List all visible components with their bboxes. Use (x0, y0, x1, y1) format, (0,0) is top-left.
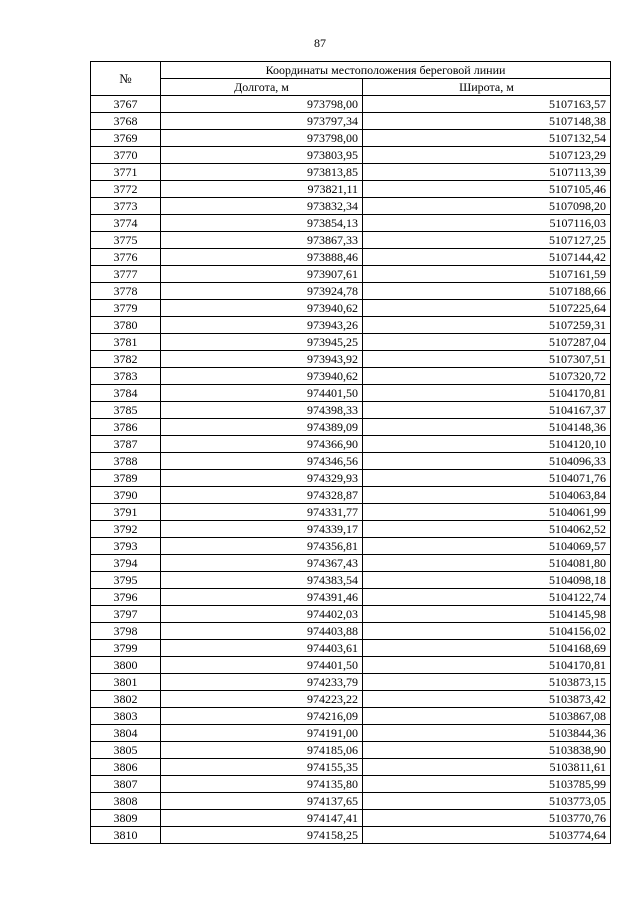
table-row (91, 215, 611, 232)
row-longitude: 974383,54 (161, 572, 363, 589)
row-latitude: 5103785,99 (363, 776, 611, 793)
row-latitude: 5104062,52 (363, 521, 611, 538)
table-row (91, 232, 611, 249)
row-longitude: 974401,50 (161, 657, 363, 674)
row-number: 3771 (91, 164, 161, 181)
row-longitude: 974158,25 (161, 827, 363, 844)
row-longitude: 973888,46 (161, 249, 363, 266)
header-row-columns (91, 79, 611, 96)
row-number: 3802 (91, 691, 161, 708)
row-latitude: 5104148,36 (363, 419, 611, 436)
table-row (91, 283, 611, 300)
row-longitude: 974403,61 (161, 640, 363, 657)
row-number: 3783 (91, 368, 161, 385)
row-longitude: 974398,33 (161, 402, 363, 419)
table-row (91, 249, 611, 266)
row-latitude: 5104168,69 (363, 640, 611, 657)
row-latitude: 5107320,72 (363, 368, 611, 385)
row-number: 3809 (91, 810, 161, 827)
row-number: 3786 (91, 419, 161, 436)
row-latitude: 5103773,05 (363, 793, 611, 810)
row-latitude: 5107287,04 (363, 334, 611, 351)
table-body (91, 96, 611, 844)
table-row (91, 147, 611, 164)
row-latitude: 5104098,18 (363, 572, 611, 589)
row-latitude: 5107098,20 (363, 198, 611, 215)
row-latitude: 5104170,81 (363, 657, 611, 674)
row-number: 3767 (91, 96, 161, 113)
row-latitude: 5103774,64 (363, 827, 611, 844)
table-row (91, 402, 611, 419)
table-row (91, 181, 611, 198)
table-row (91, 130, 611, 147)
row-number: 3792 (91, 521, 161, 538)
row-latitude: 5107132,54 (363, 130, 611, 147)
row-latitude: 5107163,57 (363, 96, 611, 113)
row-latitude: 5103844,36 (363, 725, 611, 742)
row-longitude: 973940,62 (161, 368, 363, 385)
row-number: 3787 (91, 436, 161, 453)
header-longitude: Долгота, м (161, 79, 363, 96)
table-row (91, 419, 611, 436)
table-row (91, 436, 611, 453)
row-longitude: 973813,85 (161, 164, 363, 181)
row-longitude: 974403,88 (161, 623, 363, 640)
row-number: 3776 (91, 249, 161, 266)
row-latitude: 5104170,81 (363, 385, 611, 402)
header-row-group (91, 62, 611, 79)
coordinates-table (90, 61, 611, 844)
row-longitude: 974137,65 (161, 793, 363, 810)
row-latitude: 5104069,57 (363, 538, 611, 555)
table-row (91, 657, 611, 674)
row-number: 3801 (91, 674, 161, 691)
table-row (91, 266, 611, 283)
row-number: 3785 (91, 402, 161, 419)
row-longitude: 974216,09 (161, 708, 363, 725)
row-number: 3795 (91, 572, 161, 589)
row-number: 3774 (91, 215, 161, 232)
row-number: 3805 (91, 742, 161, 759)
table-row (91, 113, 611, 130)
table-row (91, 521, 611, 538)
table-row (91, 572, 611, 589)
row-longitude: 974233,79 (161, 674, 363, 691)
row-longitude: 974223,22 (161, 691, 363, 708)
row-longitude: 973803,95 (161, 147, 363, 164)
row-longitude: 974328,87 (161, 487, 363, 504)
table-row (91, 504, 611, 521)
row-longitude: 974147,41 (161, 810, 363, 827)
table-row (91, 470, 611, 487)
row-longitude: 973907,61 (161, 266, 363, 283)
table-row (91, 793, 611, 810)
row-longitude: 973821,11 (161, 181, 363, 198)
row-number: 3782 (91, 351, 161, 368)
row-longitude: 974391,46 (161, 589, 363, 606)
row-number: 3799 (91, 640, 161, 657)
row-latitude: 5107259,31 (363, 317, 611, 334)
row-latitude: 5103811,61 (363, 759, 611, 776)
row-number: 3807 (91, 776, 161, 793)
table-row (91, 776, 611, 793)
table-row (91, 453, 611, 470)
row-number: 3772 (91, 181, 161, 198)
table-header (91, 62, 611, 96)
table-row (91, 487, 611, 504)
row-number: 3797 (91, 606, 161, 623)
row-longitude: 973798,00 (161, 130, 363, 147)
row-latitude: 5103770,76 (363, 810, 611, 827)
row-latitude: 5104156,02 (363, 623, 611, 640)
table-row (91, 827, 611, 844)
row-latitude: 5104063,84 (363, 487, 611, 504)
page-number: 87 (314, 36, 326, 50)
row-number: 3798 (91, 623, 161, 640)
table-row (91, 606, 611, 623)
row-number: 3769 (91, 130, 161, 147)
row-longitude: 973943,92 (161, 351, 363, 368)
row-longitude: 973940,62 (161, 300, 363, 317)
row-number: 3810 (91, 827, 161, 844)
table-row (91, 708, 611, 725)
row-number: 3770 (91, 147, 161, 164)
row-latitude: 5104120,10 (363, 436, 611, 453)
row-number: 3800 (91, 657, 161, 674)
row-latitude: 5104061,99 (363, 504, 611, 521)
table-row (91, 623, 611, 640)
header-number: № (91, 62, 161, 96)
row-latitude: 5104167,37 (363, 402, 611, 419)
row-latitude: 5103873,15 (363, 674, 611, 691)
row-number: 3806 (91, 759, 161, 776)
table-row (91, 674, 611, 691)
row-latitude: 5107144,42 (363, 249, 611, 266)
row-longitude: 974329,93 (161, 470, 363, 487)
row-longitude: 973867,33 (161, 232, 363, 249)
row-longitude: 974339,17 (161, 521, 363, 538)
row-longitude: 973854,13 (161, 215, 363, 232)
row-longitude: 974331,77 (161, 504, 363, 521)
row-longitude: 974367,43 (161, 555, 363, 572)
table-row (91, 334, 611, 351)
row-number: 3808 (91, 793, 161, 810)
table-row (91, 96, 611, 113)
row-longitude: 973943,26 (161, 317, 363, 334)
row-number: 3788 (91, 453, 161, 470)
row-number: 3773 (91, 198, 161, 215)
table-row (91, 759, 611, 776)
table-row (91, 691, 611, 708)
row-latitude: 5107161,59 (363, 266, 611, 283)
header-latitude: Широта, м (363, 79, 611, 96)
row-number: 3781 (91, 334, 161, 351)
row-latitude: 5107127,25 (363, 232, 611, 249)
table-row (91, 810, 611, 827)
table-row (91, 300, 611, 317)
row-longitude: 973798,00 (161, 96, 363, 113)
row-number: 3794 (91, 555, 161, 572)
row-latitude: 5104096,33 (363, 453, 611, 470)
table-row (91, 725, 611, 742)
row-longitude: 974346,56 (161, 453, 363, 470)
row-longitude: 974366,90 (161, 436, 363, 453)
row-number: 3777 (91, 266, 161, 283)
table-row (91, 640, 611, 657)
row-number: 3784 (91, 385, 161, 402)
table-row (91, 351, 611, 368)
row-longitude: 974356,81 (161, 538, 363, 555)
row-number: 3803 (91, 708, 161, 725)
table-row (91, 317, 611, 334)
table-row (91, 742, 611, 759)
row-longitude: 974401,50 (161, 385, 363, 402)
row-number: 3780 (91, 317, 161, 334)
row-latitude: 5103867,08 (363, 708, 611, 725)
row-latitude: 5104081,80 (363, 555, 611, 572)
row-latitude: 5107188,66 (363, 283, 611, 300)
row-number: 3790 (91, 487, 161, 504)
table-row (91, 589, 611, 606)
row-latitude: 5103838,90 (363, 742, 611, 759)
row-number: 3791 (91, 504, 161, 521)
row-longitude: 973945,25 (161, 334, 363, 351)
row-longitude: 974191,00 (161, 725, 363, 742)
header-coordinates-group: Координаты местоположения береговой линии (161, 62, 611, 79)
row-number: 3789 (91, 470, 161, 487)
row-longitude: 973924,78 (161, 283, 363, 300)
table-row (91, 385, 611, 402)
row-number: 3796 (91, 589, 161, 606)
row-longitude: 973832,34 (161, 198, 363, 215)
row-latitude: 5107105,46 (363, 181, 611, 198)
row-latitude: 5107225,64 (363, 300, 611, 317)
row-latitude: 5103873,42 (363, 691, 611, 708)
row-latitude: 5107113,39 (363, 164, 611, 181)
row-latitude: 5107307,51 (363, 351, 611, 368)
table-row (91, 538, 611, 555)
table-row (91, 368, 611, 385)
row-latitude: 5104122,74 (363, 589, 611, 606)
row-longitude: 974155,35 (161, 759, 363, 776)
row-longitude: 973797,34 (161, 113, 363, 130)
row-latitude: 5107123,29 (363, 147, 611, 164)
table-row (91, 555, 611, 572)
row-latitude: 5104071,76 (363, 470, 611, 487)
row-longitude: 974389,09 (161, 419, 363, 436)
row-longitude: 974185,06 (161, 742, 363, 759)
row-longitude: 974402,03 (161, 606, 363, 623)
row-number: 3778 (91, 283, 161, 300)
row-number: 3793 (91, 538, 161, 555)
row-number: 3775 (91, 232, 161, 249)
row-latitude: 5107148,38 (363, 113, 611, 130)
row-longitude: 974135,80 (161, 776, 363, 793)
row-latitude: 5104145,98 (363, 606, 611, 623)
row-number: 3779 (91, 300, 161, 317)
table-row (91, 198, 611, 215)
row-latitude: 5107116,03 (363, 215, 611, 232)
row-number: 3768 (91, 113, 161, 130)
table-row (91, 164, 611, 181)
row-number: 3804 (91, 725, 161, 742)
